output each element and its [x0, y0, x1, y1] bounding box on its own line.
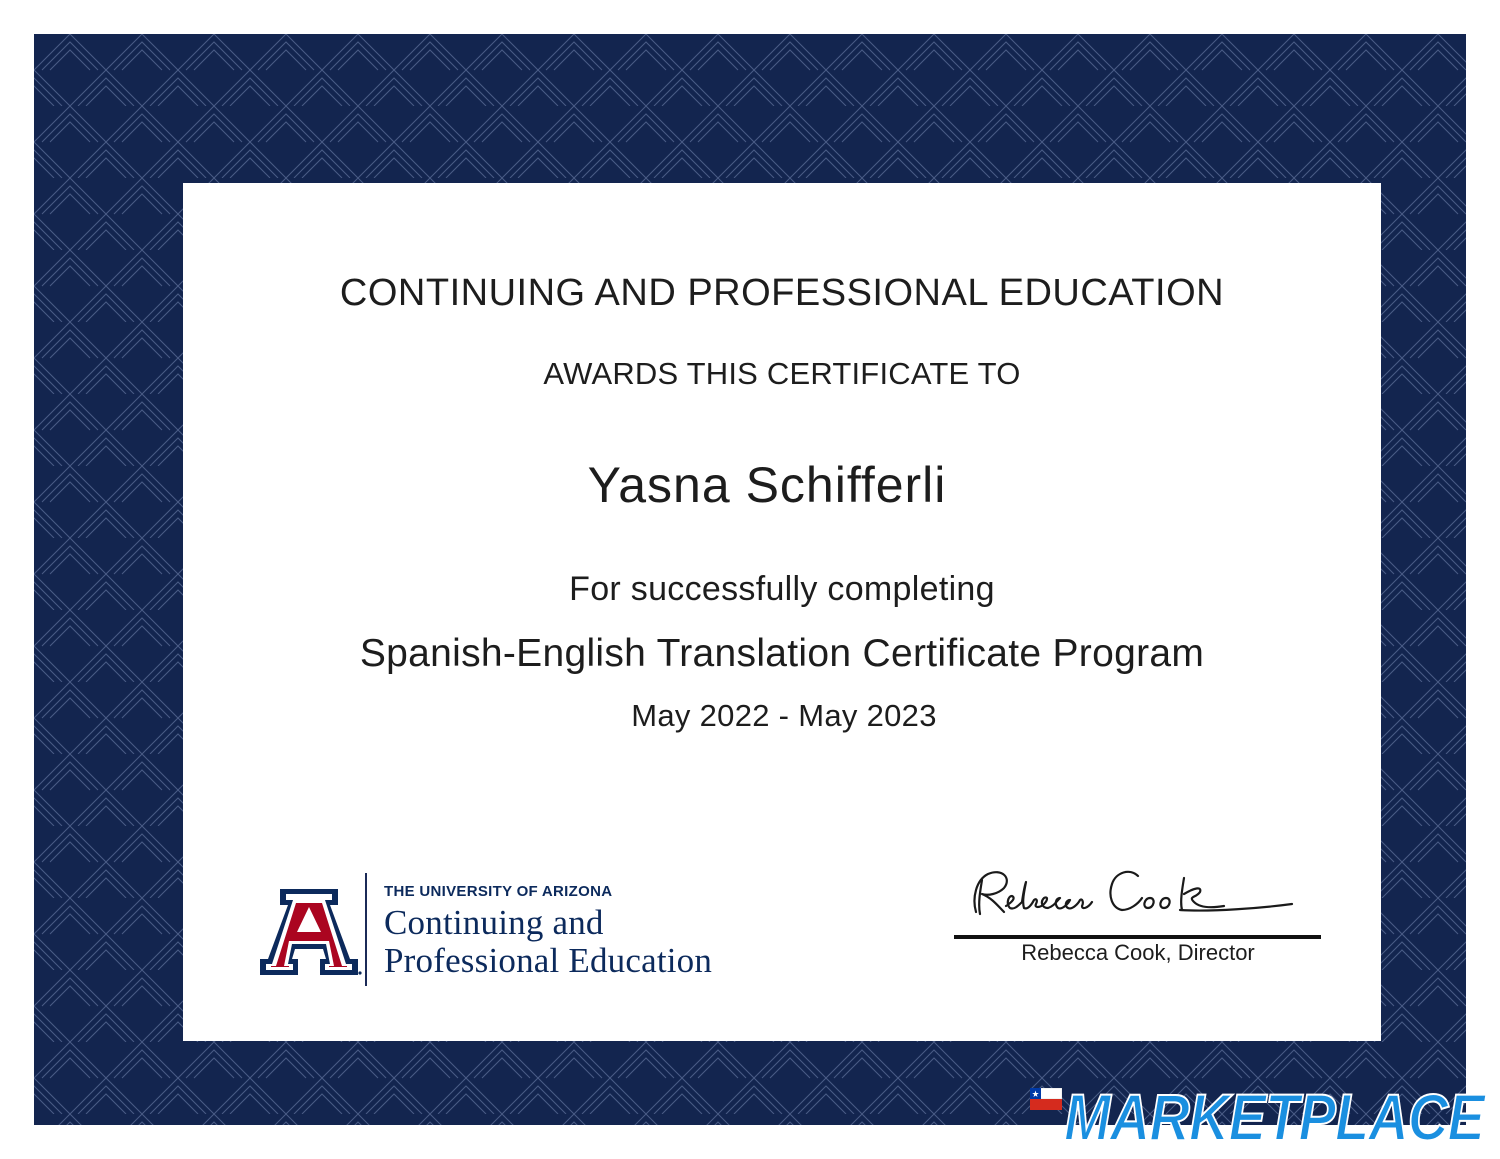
signature-block	[954, 858, 1322, 973]
signature-line	[954, 935, 1321, 939]
university-logo	[256, 873, 786, 988]
issuer-heading: CONTINUING AND PROFESSIONAL EDUCATION	[339, 272, 1225, 314]
svg-text:MARKETPLACE: MARKETPLACE	[1064, 1084, 1487, 1146]
awards-line: AWARDS THIS CERTIFICATE TO	[543, 356, 1021, 391]
marketplace-wordmark	[1060, 1084, 1490, 1146]
signatory-caption: Rebecca Cook, Director	[1021, 940, 1255, 965]
marketplace-watermark	[1030, 1084, 1490, 1146]
certificate-card	[183, 183, 1381, 1041]
university-of-arizona-a-logo-icon	[256, 887, 362, 977]
department-name-line1: Continuing and	[384, 903, 604, 942]
completion-line: For successfully completing	[569, 570, 995, 608]
certificate-border	[34, 34, 1466, 1125]
chile-flag-icon	[1030, 1088, 1062, 1110]
program-name: Spanish-English Translation Certificate Program	[359, 632, 1205, 675]
handwritten-signature	[962, 858, 1322, 938]
recipient-name: Yasna Schifferli	[587, 457, 947, 513]
logo-divider	[365, 873, 367, 986]
program-dates: May 2022 - May 2023	[631, 698, 937, 733]
university-name: THE UNIVERSITY OF ARIZONA	[384, 883, 613, 900]
department-name-line2: Professional Education	[384, 941, 713, 980]
